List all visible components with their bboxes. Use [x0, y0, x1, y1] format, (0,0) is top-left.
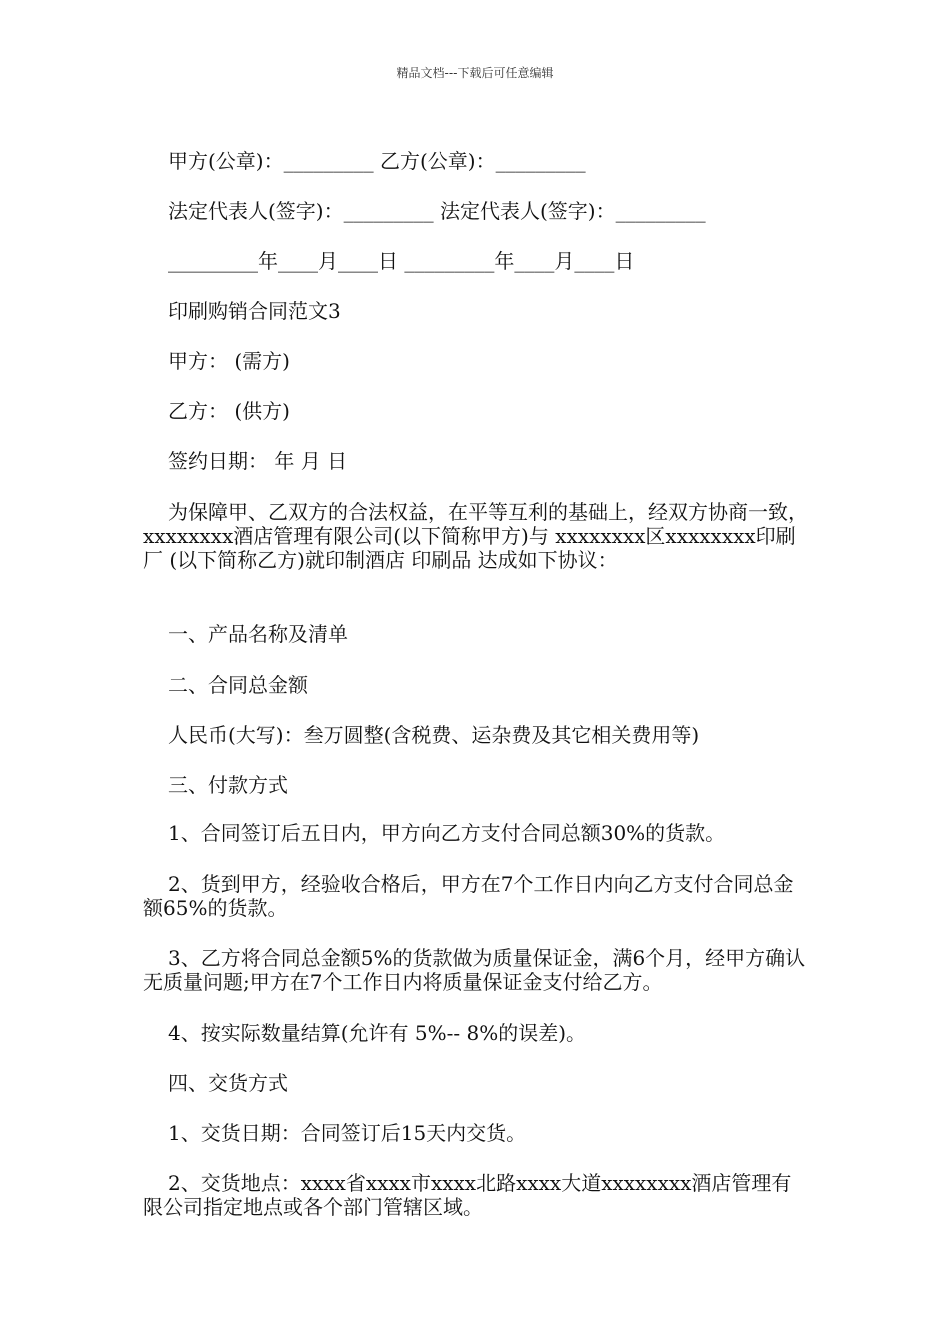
sign-date: 签约日期： 年 月 日 [168, 449, 348, 473]
representative-line: 法定代表人(签字)：_________ 法定代表人(签字)：_________ [168, 199, 706, 223]
party-b: 乙方： (供方) [168, 399, 290, 423]
seal-line: 甲方(公章)：_________ 乙方(公章)：_________ [168, 149, 586, 173]
payment-clause-4: 4、按实际数量结算(允许有 5%-- 8%的误差)。 [168, 1021, 587, 1045]
contract-title: 印刷购销合同范文3 [168, 299, 341, 323]
section-heading-4: 四、交货方式 [168, 1071, 288, 1095]
page-header: 精品文档---下载后可任意编辑 [396, 66, 554, 80]
preamble-paragraph: 为保障甲、乙双方的合法权益，在平等互利的基础上，经双方协商一致，xxxxxxxx酒店管理有限公司(以下简称甲方)与 xxxxxxxx区xxxxxxxx印刷厂 (以下简称乙方)就印制酒店 印刷品 达成如下协议： [143, 500, 808, 572]
payment-clause-1: 1、合同签订后五日内，甲方向乙方支付合同总额30%的货款。 [168, 821, 726, 845]
amount-line: 人民币(大写)：叁万圆整(含税费、运杂费及其它相关费用等) [168, 723, 700, 747]
section-heading-1: 一、产品名称及清单 [168, 622, 348, 646]
section-heading-2: 二、合同总金额 [168, 673, 308, 697]
delivery-clause-2: 2、交货地点：xxxx省xxxx市xxxx北路xxxx大道xxxxxxxx酒店管理有限公司指定地点或各个部门管辖区域。 [143, 1171, 792, 1219]
payment-clause-2: 2、货到甲方，经验收合格后，甲方在7个工作日内向乙方支付合同总金额65%的货款。 [143, 872, 794, 920]
payment-clause-3: 3、乙方将合同总金额5%的货款做为质量保证金，满6个月，经甲方确认无质量问题;甲方在7个工作日内将质量保证金支付给乙方。 [143, 946, 806, 994]
section-heading-3: 三、付款方式 [168, 773, 288, 797]
delivery-clause-1: 1、交货日期：合同签订后15天内交货。 [168, 1121, 527, 1145]
date-line: _________年____月____日 _________年____月____日 [168, 249, 635, 273]
party-a: 甲方： (需方) [168, 349, 290, 373]
